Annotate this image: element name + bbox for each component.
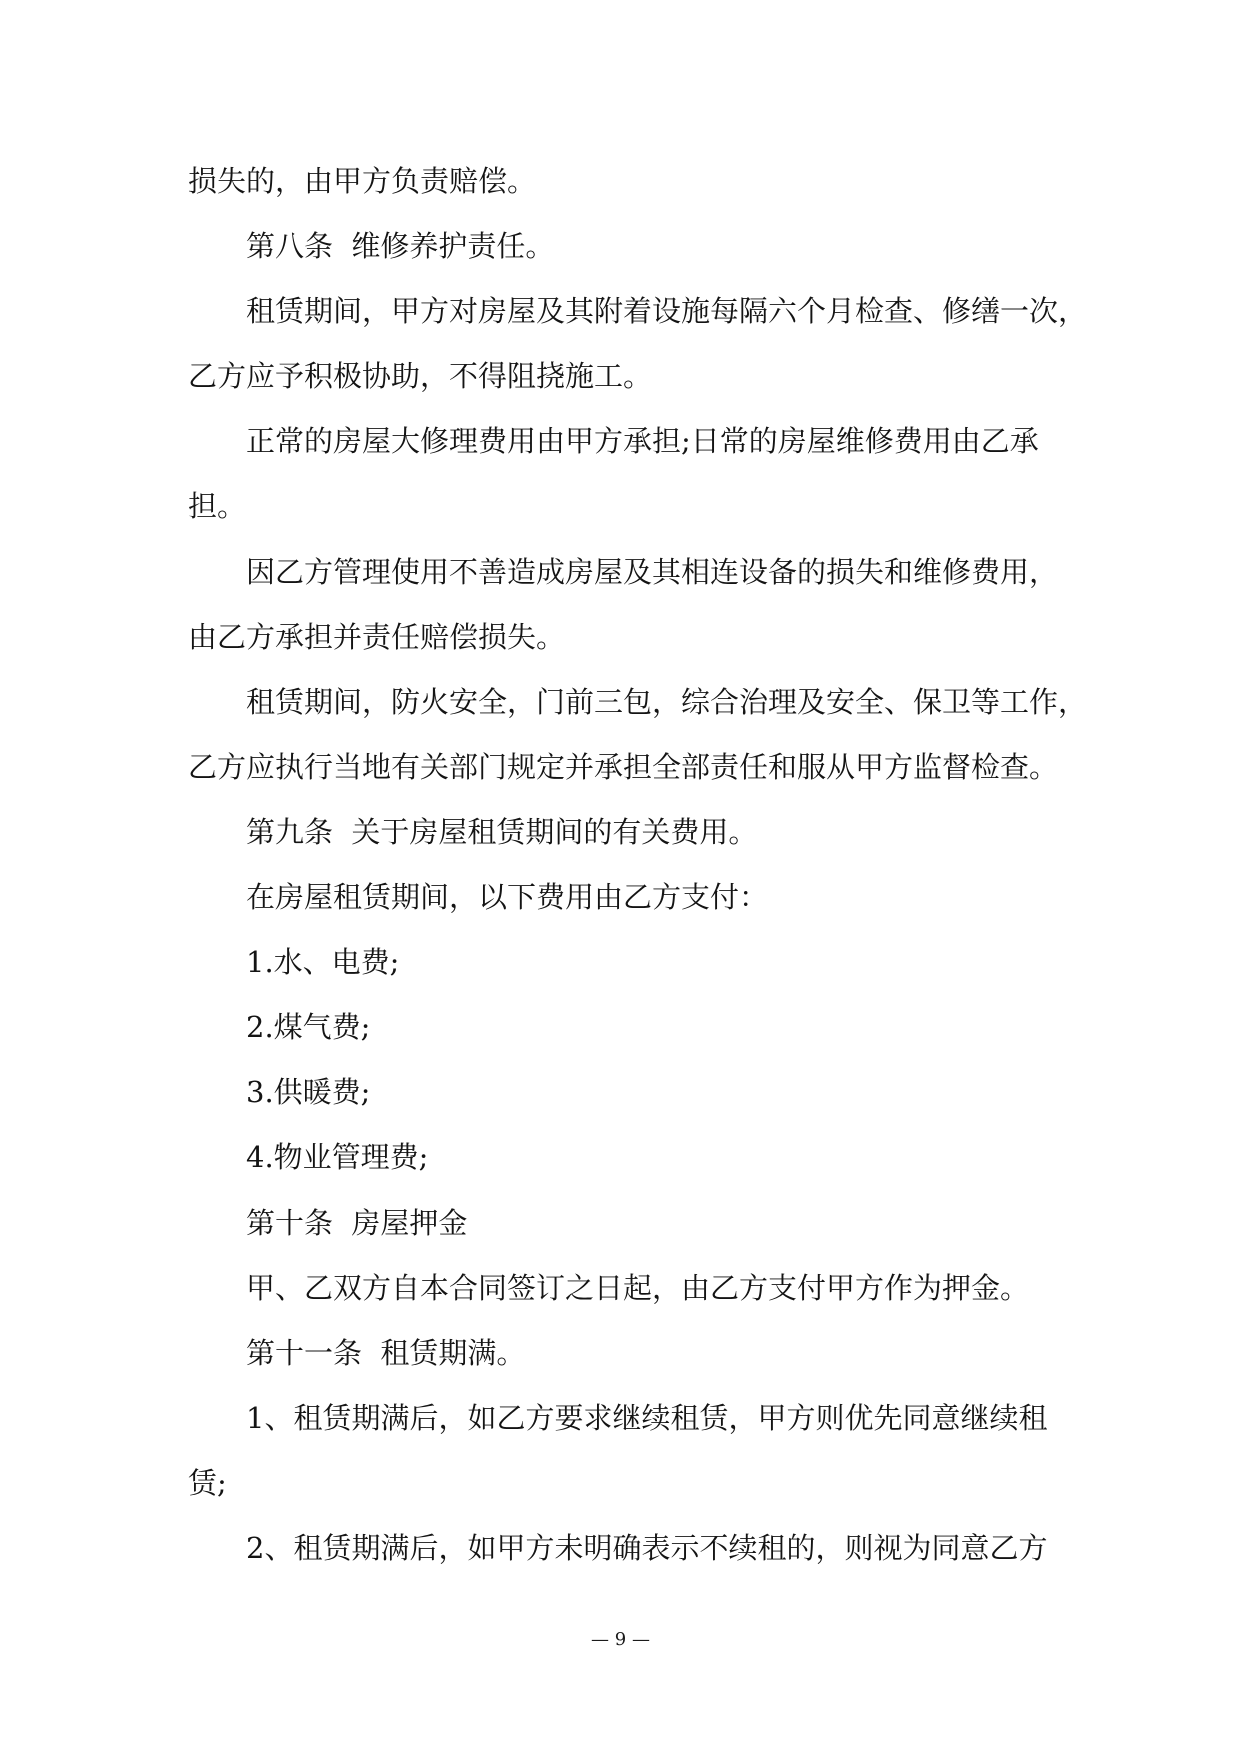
- article-8: [188, 214, 1088, 800]
- page-number: — 9 —: [591, 1629, 650, 1650]
- article-9: [188, 800, 1068, 1191]
- paragraph: [188, 540, 1068, 670]
- article-heading: 第九条 关于房屋租赁期间的有关费用。: [246, 814, 758, 849]
- article-heading: 第十一条 租赁期满。: [246, 1335, 526, 1370]
- paragraph-line: 租赁期间，甲方对房屋及其附着设施每隔六个月检查、修缮一次，: [246, 294, 1088, 329]
- paragraph-line: 租赁期间，防火安全，门前三包，综合治理及安全、保卫等工作，: [246, 684, 1088, 719]
- article-heading: 第八条 维修养护责任。: [246, 229, 555, 264]
- list-item: 2.煤气费;: [246, 1010, 371, 1045]
- paragraph-line: 担。: [188, 489, 247, 524]
- carryover-line: 损失的，由甲方负责赔偿。: [188, 164, 537, 198]
- list-item: [188, 1516, 1068, 1581]
- paragraph-line: 2、租赁期满后，如甲方未明确表示不续租的，则视为同意乙方: [246, 1530, 1048, 1565]
- paragraph: [188, 670, 1088, 800]
- paragraph-line: 乙方应予积极协助，不得阻挠施工。: [188, 359, 653, 394]
- article-11: [188, 1321, 1068, 1581]
- paragraph-line: 因乙方管理使用不善造成房屋及其相连设备的损失和维修费用，: [246, 554, 1059, 589]
- paragraph-line: 1、租赁期满后，如乙方要求继续租赁，甲方则优先同意继续租: [246, 1400, 1048, 1435]
- article-10: [188, 1191, 1068, 1321]
- paragraph-line: 正常的房屋大修理费用由甲方承担;日常的房屋维修费用由乙承: [246, 424, 1039, 459]
- list-item: 4.物业管理费;: [246, 1140, 429, 1175]
- paragraph: [188, 409, 1068, 539]
- list-item: 3.供暖费;: [246, 1075, 371, 1110]
- paragraph-line: 赁;: [188, 1465, 227, 1500]
- list-item: 1.水、电费;: [246, 945, 400, 980]
- fee-list: [188, 930, 1068, 1190]
- paragraph: [188, 279, 1088, 409]
- list-item: [188, 1386, 1068, 1516]
- paragraph-line: 甲、乙双方自本合同签订之日起，由乙方支付甲方作为押金。: [246, 1270, 1030, 1305]
- document-body: [188, 149, 1088, 1581]
- paragraph-line: 在房屋租赁期间，以下费用由乙方支付：: [246, 880, 769, 915]
- article-heading: 第十条 房屋押金: [246, 1205, 468, 1240]
- paragraph-line: 乙方应执行当地有关部门规定并承担全部责任和服从甲方监督检查。: [188, 749, 1059, 784]
- paragraph-line: 由乙方承担并责任赔偿损失。: [188, 619, 566, 654]
